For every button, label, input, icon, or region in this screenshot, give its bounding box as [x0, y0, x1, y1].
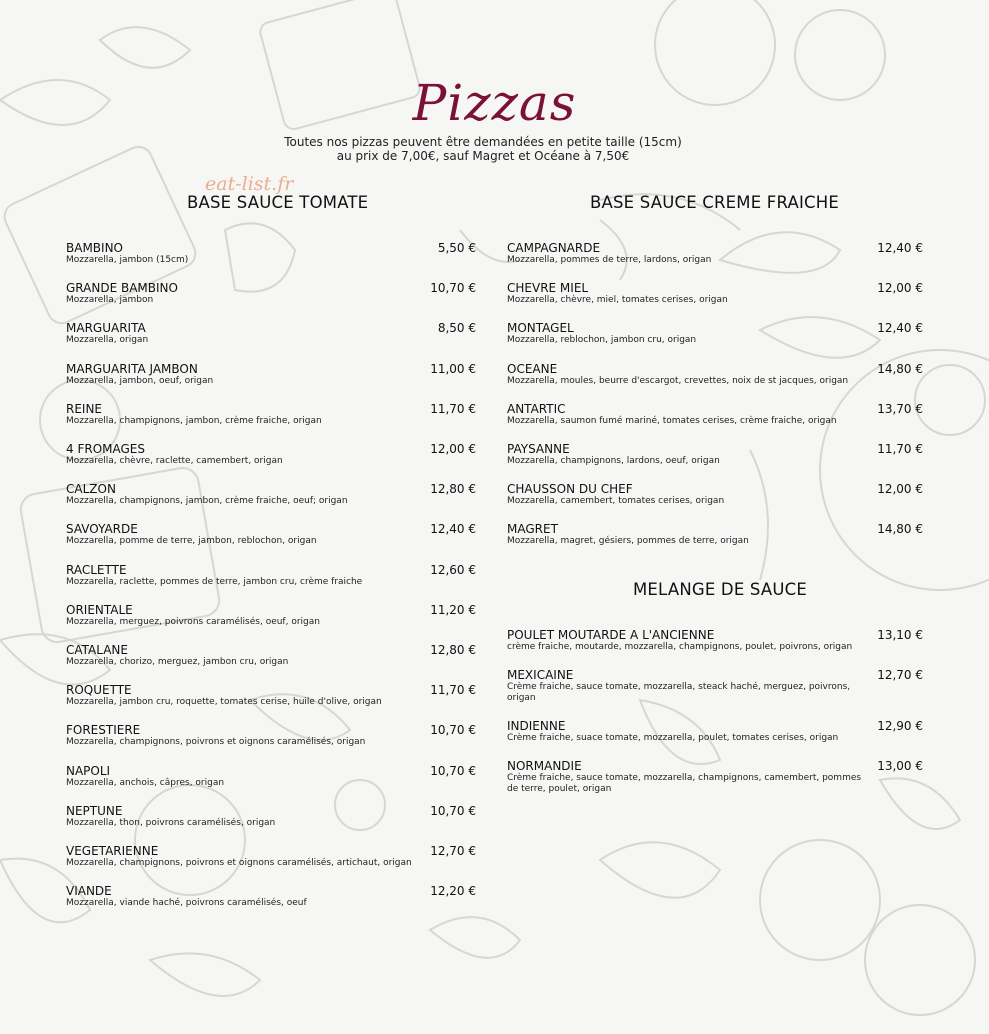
menu-item — [507, 629, 923, 653]
menu-item-price: 13,70 € — [877, 401, 923, 416]
menu-item-description: Mozzarella, chorizo, merguez, jambon cru, origan — [66, 657, 289, 667]
menu-item — [507, 760, 923, 794]
menu-item — [66, 363, 476, 387]
menu-item — [507, 720, 923, 744]
menu-item-description: Mozzarella, moules, beurre d'escargot, crevettes, noix de st jacques, origan — [507, 375, 849, 386]
menu-item-price: 12,70 € — [430, 844, 476, 858]
menu-item — [66, 242, 476, 266]
menu-item — [66, 644, 476, 668]
menu-item-name: CAMPAGNARDE — [507, 241, 601, 255]
menu-item-description: Mozzarella, origan — [66, 335, 149, 346]
menu-item-price: 12,80 € — [430, 643, 476, 657]
menu-item-name: MONTAGEL — [507, 321, 574, 336]
menu-item-description: Mozzarella, jambon cru, roquette, tomates cerise, huile d'olive, origan — [66, 697, 382, 708]
menu-item-name: MARGUARITA JAMBON — [66, 361, 198, 376]
menu-item — [66, 523, 476, 547]
section-title-melange: MELANGE DE SAUCE — [633, 580, 807, 599]
menu-item-name: VIANDE — [66, 884, 112, 899]
menu-item-name: POULET MOUTARDE A L'ANCIENNE — [507, 628, 715, 642]
menu-item-description: Mozzarella, chèvre, miel, tomates cerises, origan — [507, 295, 728, 306]
menu-item-price: 10,70 € — [430, 803, 476, 818]
menu-item-price: 12,40 € — [877, 241, 923, 255]
menu-item-name: BAMBINO — [66, 241, 123, 255]
menu-item — [507, 322, 923, 346]
menu-item-name: FORESTIERE — [66, 723, 141, 738]
menu-item — [507, 443, 923, 467]
menu-item-description: Crème fraiche, suace tomate, mozzarella, poulet, tomates cerises, origan — [507, 733, 839, 743]
watermark: eat-list.fr — [205, 173, 294, 195]
menu-item-description: Mozzarella, magret, gésiers, pommes de terre, origan — [507, 536, 749, 547]
menu-item — [507, 523, 923, 547]
menu-item-price: 13,10 € — [877, 628, 923, 642]
menu-item-name: INDIENNE — [507, 719, 566, 733]
menu-item — [66, 443, 476, 467]
menu-item-description: Mozzarella, jambon (15cm) — [66, 255, 189, 265]
menu-item — [66, 805, 476, 829]
menu-item-description: Mozzarella, pomme de terre, jambon, reblochon, origan — [66, 536, 317, 547]
menu-item-price: 12,20 € — [430, 884, 476, 899]
menu-item-description: Mozzarella, champignons, poivrons et oignons caramélisés, origan — [66, 737, 366, 748]
menu-item-name: GRANDE BAMBINO — [66, 281, 178, 296]
menu-item-description: Mozzarella, champignons, jambon, crème fraiche, origan — [66, 415, 322, 426]
section-title-tomate: BASE SAUCE TOMATE — [187, 193, 369, 212]
menu-item-price: 12,70 € — [877, 668, 923, 682]
menu-item-name: NAPOLI — [66, 763, 111, 778]
menu-item-price: 5,50 € — [437, 241, 476, 255]
menu-item — [66, 724, 476, 748]
menu-item — [66, 282, 476, 306]
menu-item-description: Mozzarella, champignons, poivrons et oignons caramélisés, artichaut, origan — [66, 858, 412, 868]
menu-item-description: Mozzarella, jambon — [66, 295, 154, 306]
menu-item-price: 12,00 € — [430, 442, 476, 456]
page-title: Pizzas — [412, 74, 577, 132]
menu-item-description: Mozzarella, saumon fumé mariné, tomates cerises, crème fraiche, origan — [507, 415, 837, 426]
menu-item — [507, 282, 923, 306]
menu-item-price: 11,70 € — [877, 442, 923, 456]
menu-item — [66, 604, 476, 628]
menu-item-price: 14,80 € — [877, 361, 923, 376]
menu-item-price: 11,70 € — [430, 401, 476, 416]
menu-item-price: 12,40 € — [430, 522, 476, 537]
menu-item-description: Mozzarella, thon, poivrons caramélisés, origan — [66, 817, 276, 828]
menu-item-price: 13,00 € — [877, 759, 923, 773]
menu-item-description: Mozzarella, reblochon, jambon cru, origan — [507, 335, 697, 346]
menu-item-price: 12,60 € — [430, 562, 476, 577]
menu-item-description: Mozzarella, chèvre, raclette, camembert, origan — [66, 456, 283, 466]
menu-item-price: 11,20 € — [430, 602, 476, 617]
menu-item-name: ANTARTIC — [507, 401, 566, 416]
menu-item-price: 8,50 € — [437, 321, 476, 336]
menu-item-description: Mozzarella, anchois, câpres, origan — [66, 777, 225, 788]
menu-item — [66, 564, 476, 588]
menu-item-description: Mozzarella, camembert, tomates cerises, origan — [507, 496, 725, 507]
menu-item-name: RACLETTE — [66, 562, 127, 577]
menu-item-price: 12,00 € — [877, 281, 923, 296]
subtitle — [0, 135, 966, 163]
menu-item-price: 12,00 € — [877, 482, 923, 497]
menu-item — [66, 885, 476, 909]
menu-item-name: MAGRET — [507, 522, 558, 537]
menu-item — [507, 403, 923, 427]
menu-item-name: ORIENTALE — [66, 602, 133, 617]
menu-item — [507, 669, 923, 703]
menu-item-name: SAVOYARDE — [66, 522, 138, 537]
menu-item-description: Mozzarella, viande haché, poivrons caramélisés, oeuf — [66, 898, 307, 909]
menu-item-price: 10,70 € — [430, 763, 476, 778]
menu-item — [507, 483, 923, 507]
menu-item-price: 12,90 € — [877, 719, 923, 733]
menu-item-description: crème fraiche, moutarde, mozzarella, champignons, poulet, poivrons, origan — [507, 642, 853, 652]
menu-item — [66, 765, 476, 789]
menu-item-price: 11,00 € — [430, 361, 476, 376]
menu-item-name: VEGETARIENNE — [66, 844, 159, 858]
menu-item — [66, 403, 476, 427]
menu-item-price: 12,80 € — [430, 482, 476, 497]
menu-item-description: Mozzarella, champignons, jambon, crème fraiche, oeuf; origan — [66, 496, 348, 507]
menu-item-description: Crème fraiche, sauce tomate, mozzarella, steack haché, merguez, poivrons, origan — [507, 682, 851, 703]
menu-item-price: 10,70 € — [430, 723, 476, 738]
menu-item-description: Mozzarella, champignons, lardons, oeuf, origan — [507, 456, 720, 466]
menu-item-price: 12,40 € — [877, 321, 923, 336]
menu-item — [66, 322, 476, 346]
menu-item — [66, 483, 476, 507]
menu-item — [507, 363, 923, 387]
menu-item-name: MEXICAINE — [507, 668, 574, 682]
menu-item-description: Mozzarella, merguez, poivrons caramélisés, oeuf, origan — [66, 616, 320, 627]
menu-item-description: Mozzarella, raclette, pommes de terre, jambon cru, crème fraiche — [66, 576, 363, 587]
menu-item-price: 10,70 € — [430, 281, 476, 296]
menu-item-name: CATALANE — [66, 643, 128, 657]
menu-item — [507, 242, 923, 266]
menu-item-price: 14,80 € — [877, 522, 923, 537]
menu-item-name: 4 FROMAGES — [66, 442, 145, 456]
menu-item-name: REINE — [66, 401, 103, 416]
menu-item-price: 11,70 € — [430, 683, 476, 698]
subtitle-line: Toutes nos pizzas peuvent être demandées en petite taille (15cm) — [284, 135, 682, 149]
menu-item — [66, 684, 476, 708]
menu-item-name: MARGUARITA — [66, 321, 146, 336]
subtitle-line: au prix de 7,00€, sauf Magret et Océane à 7,50€ — [336, 149, 630, 163]
menu-item-name: PAYSANNE — [507, 442, 570, 456]
menu-item — [66, 845, 476, 869]
menu-item-name: CHEVRE MIEL — [507, 281, 589, 296]
menu-item-description: Mozzarella, pommes de terre, lardons, origan — [507, 255, 712, 265]
menu-item-name: CHAUSSON DU CHEF — [507, 482, 633, 497]
menu-item-name: OCEANE — [507, 361, 558, 376]
menu-item-name: CALZON — [66, 482, 116, 497]
menu-item-name: NORMANDIE — [507, 759, 582, 773]
section-title-creme: BASE SAUCE CREME FRAICHE — [590, 193, 839, 212]
menu-item-description: Crème fraiche, sauce tomate, mozzarella, champignons, camembert, pommes de terre, poulet, origan — [507, 773, 862, 794]
menu-item-description: Mozzarella, jambon, oeuf, origan — [66, 375, 214, 386]
menu-item-name: NEPTUNE — [66, 803, 123, 818]
menu-item-name: ROQUETTE — [66, 683, 132, 698]
